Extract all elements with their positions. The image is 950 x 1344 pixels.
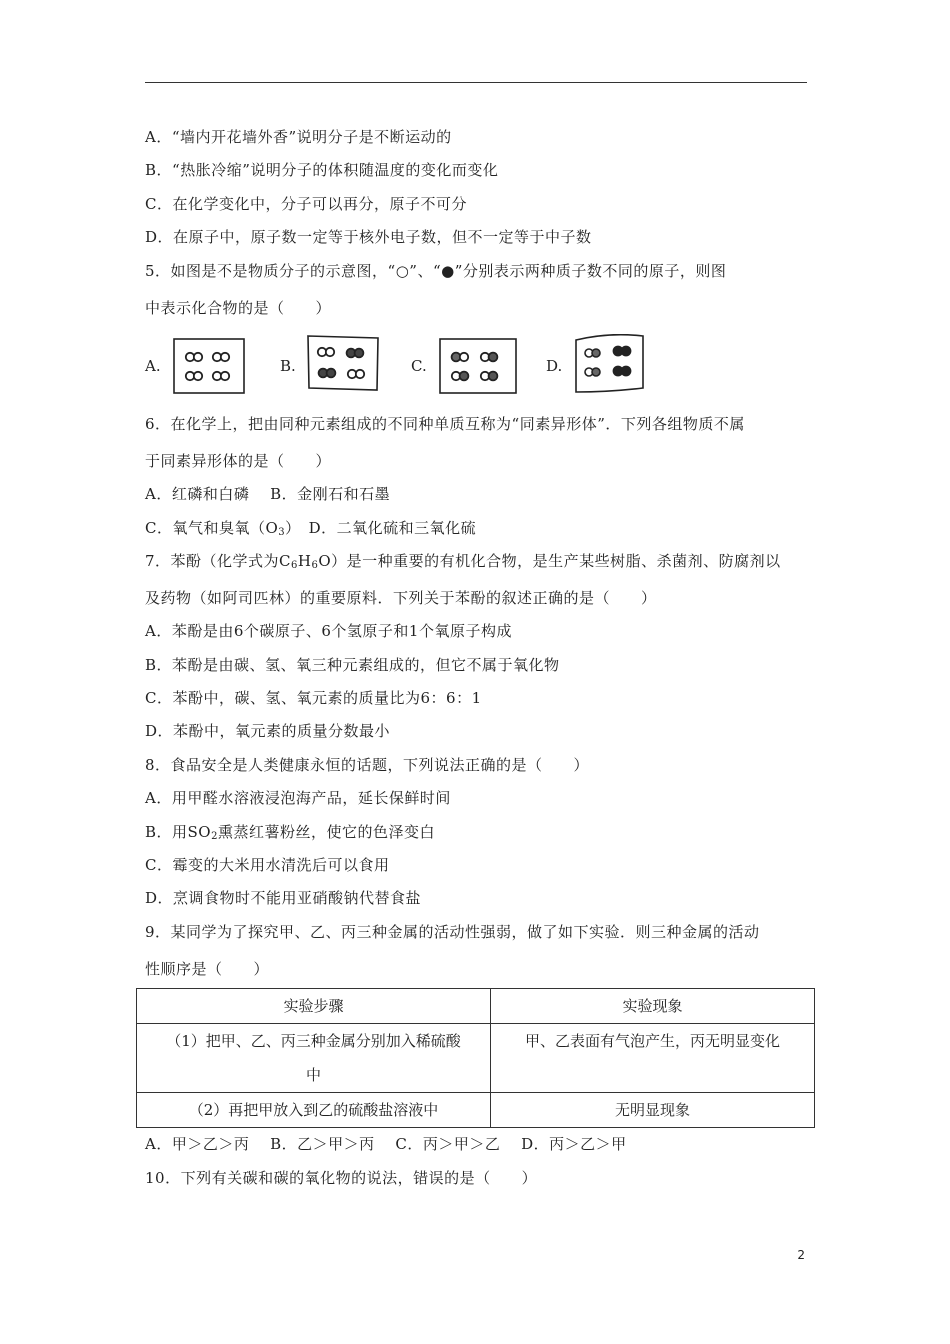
q5-figure-c <box>439 338 517 394</box>
q8-opt-b-text-b: 熏蒸红薯粉丝，使它的色泽变白 <box>217 823 435 841</box>
q5-stem-line2: 中表示化合物的是（ ） <box>145 299 332 317</box>
q5-stem-line1: 5．如图是不是物质分子的示意图，“○”、“●”分别表示两种质子数不同的原子，则图 <box>145 262 727 280</box>
q5-fig-label-d: D. <box>546 357 563 375</box>
q5-figure-d <box>573 334 645 394</box>
q8-option-c: C．霉变的大米用水清洗后可以食用 <box>145 856 390 874</box>
q6-options-ab: A．红磷和白磷 B．金刚石和石墨 <box>145 485 391 503</box>
q8-opt-b-text-a: B．用SO <box>145 823 212 841</box>
q6-opt-c-text: C．氧气和臭氧（O <box>145 519 279 537</box>
q7-text-c: O）是一种重要的有机化合物，是生产某些树脂、杀菌剂、防腐剂以 <box>318 552 781 570</box>
q8-opt-b-sub: 2 <box>211 831 218 842</box>
table-row <box>137 1093 815 1128</box>
table-row <box>137 1024 815 1093</box>
q6-opt-d-text: ） D．二氧化硫和三氧化硫 <box>285 519 477 537</box>
step-1-line1: （1）把甲、乙、丙三种金属分别加入稀硫酸 <box>166 1032 461 1050</box>
step-1-line2: 中 <box>305 1066 321 1084</box>
q5-fig-label-c: C. <box>411 357 427 375</box>
table-cell-step-1 <box>137 1024 491 1093</box>
table-cell-phenomenon-1: 甲、乙表面有气泡产生，丙无明显变化 <box>491 1024 815 1093</box>
q7-sub-2: 6 <box>311 560 319 571</box>
table-header-phenomena: 实验现象 <box>491 989 815 1024</box>
q4-option-c: C．在化学变化中，分子可以再分，原子不可分 <box>145 195 467 213</box>
q7-sub-1: 6 <box>291 560 298 571</box>
q7-stem-line1 <box>145 551 781 576</box>
q7-option-a: A．苯酚是由6个碳原子、6个氢原子和1个氧原子构成 <box>145 622 512 640</box>
table-header-row <box>137 989 815 1024</box>
q5-fig-label-a: A. <box>145 357 161 375</box>
table-header-steps: 实验步骤 <box>137 989 491 1024</box>
q7-option-d: D．苯酚中，氧元素的质量分数最小 <box>145 722 391 740</box>
q7-text-b: H <box>297 552 312 570</box>
table-cell-step-2: （2）再把甲放入到乙的硫酸盐溶液中 <box>137 1093 491 1128</box>
q5-fig-label-b: B. <box>280 357 296 375</box>
q7-option-b: B．苯酚是由碳、氢、氧三种元素组成的，但它不属于氧化物 <box>145 656 560 674</box>
q8-option-a: A．用甲醛水溶液浸泡海产品，延长保鲜时间 <box>145 789 451 807</box>
table-cell-phenomenon-2: 无明显现象 <box>491 1093 815 1128</box>
q6-stem-line2: 于同素异形体的是（ ） <box>145 452 332 470</box>
page-number: 2 <box>797 1248 805 1262</box>
q6-opt-c-sub: 3 <box>278 527 286 538</box>
q10-stem: 10．下列有关碳和碳的氧化物的说法，错误的是（ ） <box>145 1169 538 1187</box>
q5-figure-b <box>306 334 380 392</box>
q8-stem: 8．食品安全是人类健康永恒的话题，下列说法正确的是（ ） <box>145 756 590 774</box>
q9-stem-line2: 性顺序是（ ） <box>145 960 270 978</box>
header-rule <box>145 82 807 83</box>
q5-figure-a <box>173 338 245 394</box>
q8-option-b <box>145 822 435 847</box>
q4-option-d: D．在原子中，原子数一定等于核外电子数，但不一定等于中子数 <box>145 228 592 246</box>
q5-figure-options <box>145 334 705 398</box>
q7-stem-line2: 及药物（如阿司匹林）的重要原料．下列关于苯酚的叙述正确的是（ ） <box>145 589 657 607</box>
q4-option-a: A．“墙内开花墙外香”说明分子是不断运动的 <box>145 128 452 146</box>
q9-stem-line1: 9．某同学为了探究甲、乙、丙三种金属的活动性强弱，做了如下实验．则三种金属的活动 <box>145 923 760 941</box>
q9-experiment-table <box>136 988 815 1128</box>
q9-options: A．甲＞乙＞丙 B．乙＞甲＞丙 C．丙＞甲＞乙 D．丙＞乙＞甲 <box>145 1135 627 1153</box>
q6-options-cd <box>145 518 476 543</box>
q7-text-a: 7．苯酚（化学式为C <box>145 552 292 570</box>
q6-stem-line1: 6．在化学上，把由同种元素组成的不同种单质互称为“同素异形体”．下列各组物质不属 <box>145 415 745 433</box>
q7-option-c: C．苯酚中，碳、氢、氧元素的质量比为6：6：1 <box>145 689 482 707</box>
q8-option-d: D．烹调食物时不能用亚硝酸钠代替食盐 <box>145 889 422 907</box>
q4-option-b: B．“热胀冷缩”说明分子的体积随温度的变化而变化 <box>145 161 499 179</box>
